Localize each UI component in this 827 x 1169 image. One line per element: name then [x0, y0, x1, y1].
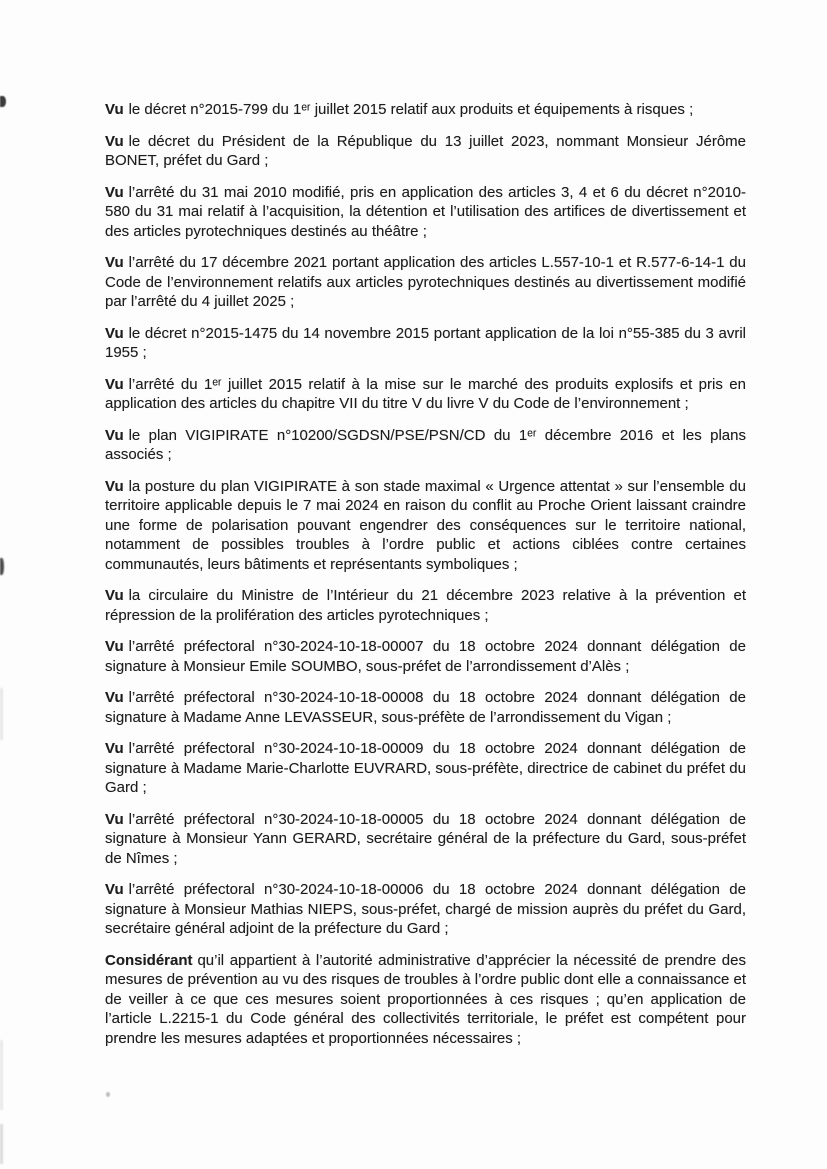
clause-vu-4 [105, 253, 746, 312]
clause-body: l’arrêté du 1ᵉʳ juillet 2015 relatif à la mise sur le marché des produits explosifs et pris en application des articles du chapitre VII du titre V du livre V du Code de l’environnement ; [105, 375, 746, 412]
clause-body: l’arrêté préfectoral n°30-2024-10-18-00005 du 18 octobre 2024 donnant délégation de signature à Monsieur Yann GERARD, secrétaire général de la préfecture du Gard, sous-préfet de Nîmes ; [105, 810, 746, 867]
clause-body: qu’il appartient à l’autorité administrative d’apprécier la nécessité de prendre des mesures de prévention au vu des risques de troubles à l’ordre public dont elle a connaissance et de veiller à ce que ces mesures soient proportionnées à ces risques ; qu’en application de l’article L.2215-1 du Code général des collectivités territoriale, le préfet est compétent pour prendre les mesures adaptées et proportionnées nécessaires ; [105, 951, 746, 1047]
clause-vu-5 [105, 324, 746, 363]
scan-artifact-left-edge-streak [0, 688, 3, 740]
clause-vu-10 [105, 637, 746, 676]
clause-vu-9 [105, 586, 746, 625]
clause-lead: Vu [105, 810, 124, 828]
clause-vu-11 [105, 688, 746, 727]
clause-lead: Vu [105, 254, 124, 271]
clause-lead: Vu [105, 689, 124, 706]
clause-considerant [105, 951, 746, 1049]
scan-artifact-speck [106, 1092, 110, 1097]
clause-lead: Vu [105, 132, 124, 150]
clause-lead: Vu [105, 477, 124, 495]
clause-lead: Vu [105, 881, 124, 898]
clause-body: l’arrêté préfectoral n°30-2024-10-18-00009 du 18 octobre 2024 donnant délégation de signature à Madame Marie-Charlotte EUVRARD, sous-préfète, directrice de cabinet du préfet du Gard ; [105, 740, 746, 796]
clause-vu-12 [105, 739, 746, 798]
decree-recitals-text [105, 100, 746, 1048]
clause-body: l’arrêté du 31 mai 2010 modifié, pris en application des articles 3, 4 et 6 du décret n°2010-580 du 31 mai relatif à l’acquisition, la détention et l’utilisation des artifices de divertissement et des articles pyrotechniques destinés au théâtre ; [105, 183, 746, 240]
clause-lead: Vu [105, 375, 124, 393]
clause-vu-7 [105, 426, 746, 465]
clause-lead: Vu [105, 638, 124, 655]
clause-lead: Vu [105, 101, 124, 118]
clause-lead: Vu [105, 426, 124, 444]
clause-vu-2 [105, 132, 746, 171]
clause-body: l’arrêté préfectoral n°30-2024-10-18-00007 du 18 octobre 2024 donnant délégation de signature à Monsieur Emile SOUMBO, sous-préfet de l’arrondissement d’Alès ; [105, 638, 746, 675]
clause-body: la posture du plan VIGIPIRATE à son stade maximal « Urgence attentat » sur l’ensemble du territoire applicable depuis le 7 mai 2024 en raison du conflit au Proche Orient laissant craindre une forme de polarisation pouvant engendrer des conséquences sur le territoire national, notamment de possibles troubles à l’ordre public et actions ciblées contre certaines communautés, leurs bâtiments et représentants symboliques ; [105, 477, 746, 573]
clause-lead: Vu [105, 183, 124, 201]
scan-artifact-left-edge-streak [0, 1124, 3, 1164]
clause-lead: Vu [105, 740, 124, 757]
clause-vu-3 [105, 183, 746, 242]
clause-vu-8 [105, 477, 746, 575]
clause-body: le plan VIGIPIRATE n°10200/SGDSN/PSE/PSN/CD du 1ᵉʳ décembre 2016 et les plans associés ; [105, 426, 746, 463]
scan-artifact-left-edge-streak [0, 1040, 3, 1110]
clause-body: l’arrêté préfectoral n°30-2024-10-18-00006 du 18 octobre 2024 donnant délégation de signature à Monsieur Mathias NIEPS, sous-préfet, chargé de mission auprès du préfet du Gard, secrétaire général adjoint de la préfecture du Gard ; [105, 881, 746, 937]
scan-artifact-left-edge-blob [0, 558, 4, 575]
clause-body: l’arrêté du 17 décembre 2021 portant application des articles L.557-10-1 et R.577-6-14-1 du Code de l’environnement relatifs aux articles pyrotechniques destinés au divertissement modifié par l’arrêté du 4 juillet 2025 ; [105, 254, 746, 310]
clause-vu-6 [105, 375, 746, 414]
clause-lead: Vu [105, 324, 124, 342]
clause-vu-1 [105, 100, 746, 120]
scan-artifact-left-edge-blob [0, 96, 6, 107]
clause-lead: Considérant [105, 951, 193, 969]
clause-body: le décret n°2015-799 du 1ᵉʳ juillet 2015 relatif aux produits et équipements à risques ; [128, 101, 694, 118]
clause-vu-13 [105, 810, 746, 869]
clause-body: le décret du Président de la République du 13 juillet 2023, nommant Monsieur Jérôme BONET, préfet du Gard ; [105, 132, 746, 169]
clause-vu-14 [105, 880, 746, 939]
clause-body: l’arrêté préfectoral n°30-2024-10-18-00008 du 18 octobre 2024 donnant délégation de signature à Madame Anne LEVASSEUR, sous-préfète de l’arrondissement du Vigan ; [105, 689, 746, 726]
clause-lead: Vu [105, 587, 124, 604]
clause-body: le décret n°2015-1475 du 14 novembre 2015 portant application de la loi n°55-385 du 3 avril 1955 ; [105, 324, 746, 361]
clause-body: la circulaire du Ministre de l’Intérieur du 21 décembre 2023 relative à la prévention et répression de la prolifération des articles pyrotechniques ; [105, 587, 746, 624]
